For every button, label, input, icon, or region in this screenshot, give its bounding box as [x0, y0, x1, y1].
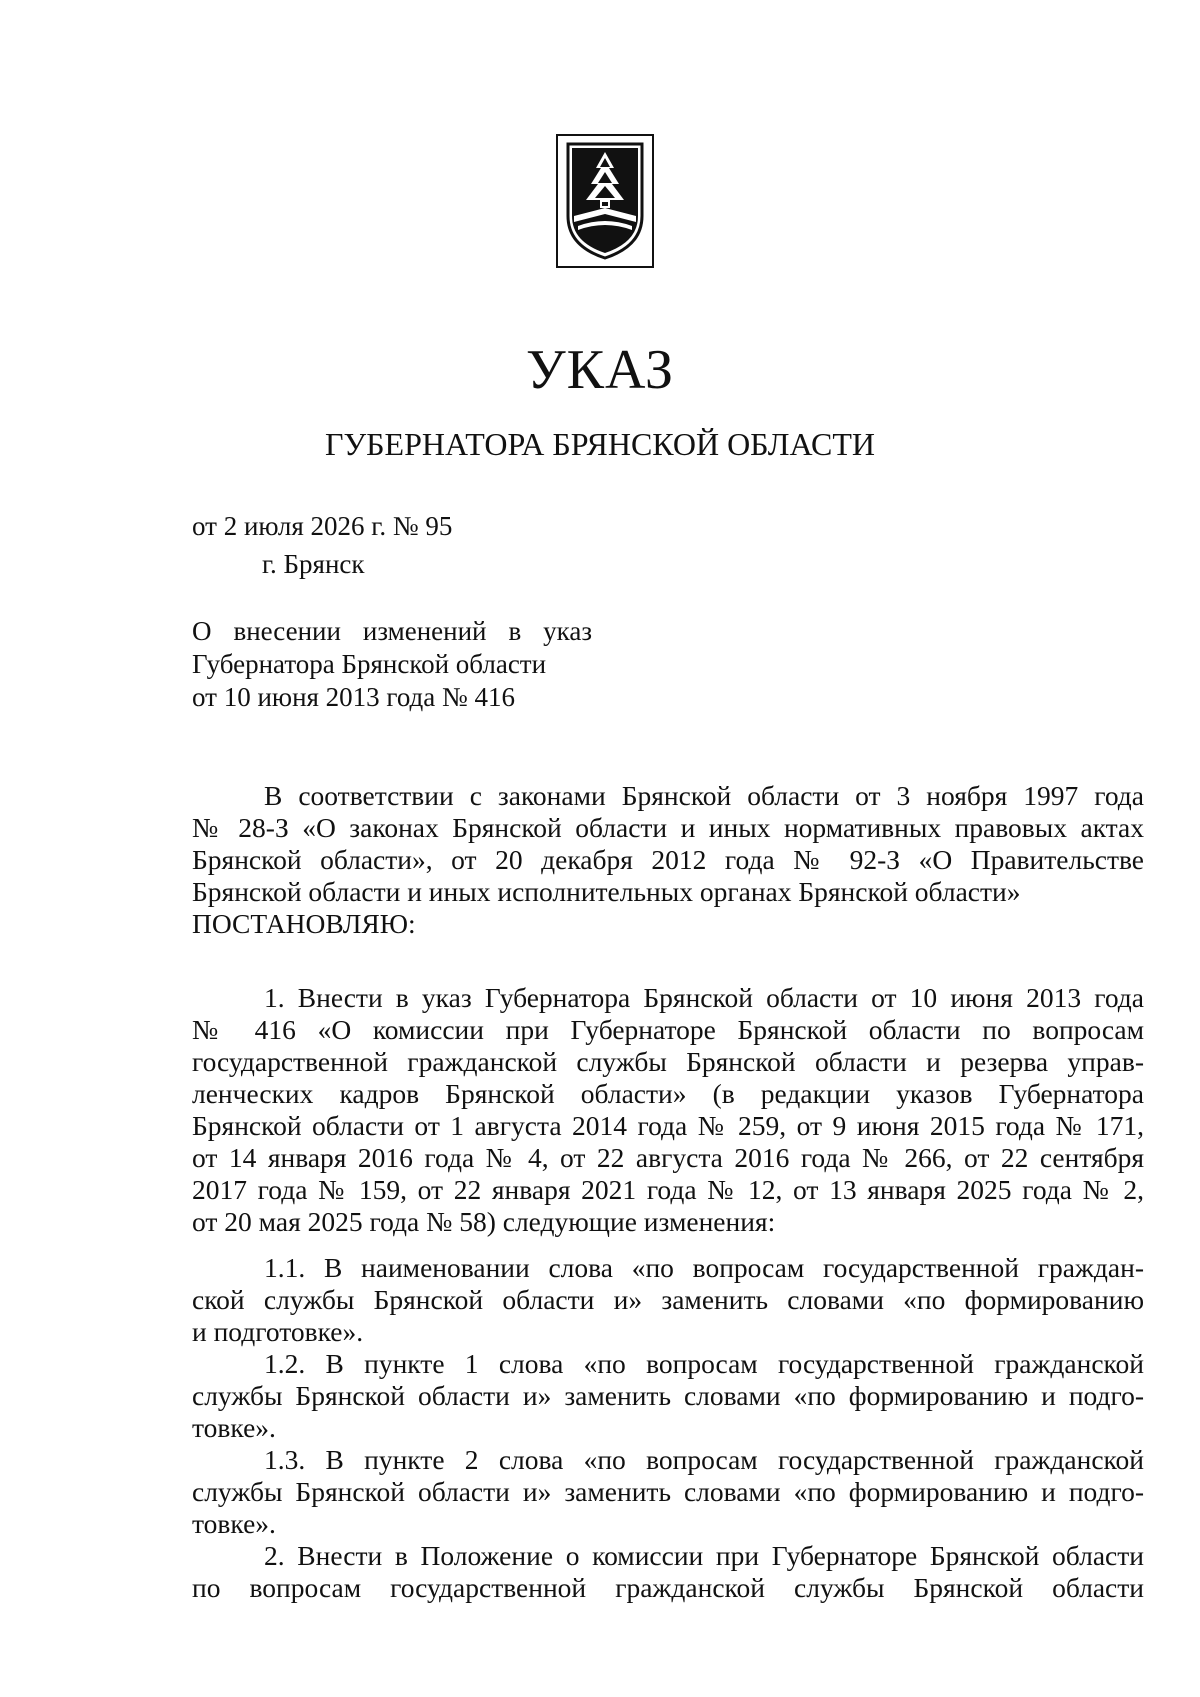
item-1-1-line: ской службы Брянской области и» заменить словами «по формированию [192, 1284, 1144, 1315]
item-1-line: Брянской области от 1 августа 2014 года № 259, от 9 июня 2015 года № 171, [192, 1110, 1144, 1141]
coat-of-arms-icon [556, 134, 654, 268]
preamble-line: ПОСТАНОВЛЯЮ: [192, 908, 416, 939]
item-1-2-line: товке». [192, 1412, 276, 1443]
preamble-line: Брянской области и иных исполнительных органах Брянской области» [192, 876, 1021, 907]
item-1 [192, 982, 1144, 1238]
item-1-2 [192, 1348, 1144, 1444]
item-1-2-line: службы Брянской области и» заменить словами «по формированию и подго- [192, 1380, 1144, 1411]
preamble-line: Брянской области», от 20 декабря 2012 года № 92-З «О Правительстве [192, 844, 1144, 875]
document-title: УКАЗ [525, 339, 675, 401]
item-1-line: 2017 года № 159, от 22 января 2021 года № 12, от 13 января 2025 года № 2, [192, 1174, 1144, 1205]
item-1-line: государственной гражданской службы Брянской области и резерва управ- [192, 1046, 1144, 1077]
item-2-line: по вопросам государственной гражданской службы Брянской области [192, 1572, 1144, 1603]
item-1-line: № 416 «О комиссии при Губернаторе Брянской области по вопросам [192, 1014, 1144, 1045]
item-1-1-line: и подготовке». [192, 1316, 364, 1347]
item-1-3-line: 1.3. В пункте 2 слова «по вопросам государственной гражданской [264, 1444, 1144, 1475]
item-1-line: 1. Внести в указ Губернатора Брянской области от 10 июня 2013 года [264, 982, 1144, 1013]
item-1-line: от 14 января 2016 года № 4, от 22 августа 2016 года № 266, от 22 сентября [192, 1142, 1144, 1173]
subject-line-3: от 10 июня 2013 года № 416 [192, 682, 516, 712]
item-1-line: от 20 мая 2025 года № 58) следующие изменения: [192, 1206, 776, 1237]
subject-line-1: О внесении изменений в указ [192, 616, 592, 646]
item-2 [192, 1540, 1144, 1604]
item-1-1-line: 1.1. В наименовании слова «по вопросам государственной граждан- [264, 1252, 1144, 1283]
subject-line-2: Губернатора Брянской области [192, 649, 547, 679]
preamble-line: № 28-З «О законах Брянской области и иных нормативных правовых актах [192, 812, 1144, 843]
item-1-2-line: 1.2. В пункте 1 слова «по вопросам государственной гражданской [264, 1348, 1144, 1379]
item-1-3 [192, 1444, 1144, 1540]
city: г. Брянск [262, 549, 365, 579]
item-1-3-line: товке». [192, 1508, 276, 1539]
item-1-line: ленческих кадров Брянской области» (в редакции указов Губернатора [192, 1078, 1144, 1109]
document-subtitle: ГУБЕРНАТОРА БРЯНСКОЙ ОБЛАСТИ [325, 426, 875, 462]
preamble-line: В соответствии с законами Брянской области от 3 ноября 1997 года [264, 780, 1144, 811]
item-1-1 [192, 1252, 1144, 1348]
item-2-line: 2. Внести в Положение о комиссии при Губернаторе Брянской области [264, 1540, 1144, 1571]
date-number: от 2 июля 2026 г. № 95 [192, 511, 453, 541]
preamble [192, 780, 1144, 940]
item-1-3-line: службы Брянской области и» заменить словами «по формированию и подго- [192, 1476, 1144, 1507]
